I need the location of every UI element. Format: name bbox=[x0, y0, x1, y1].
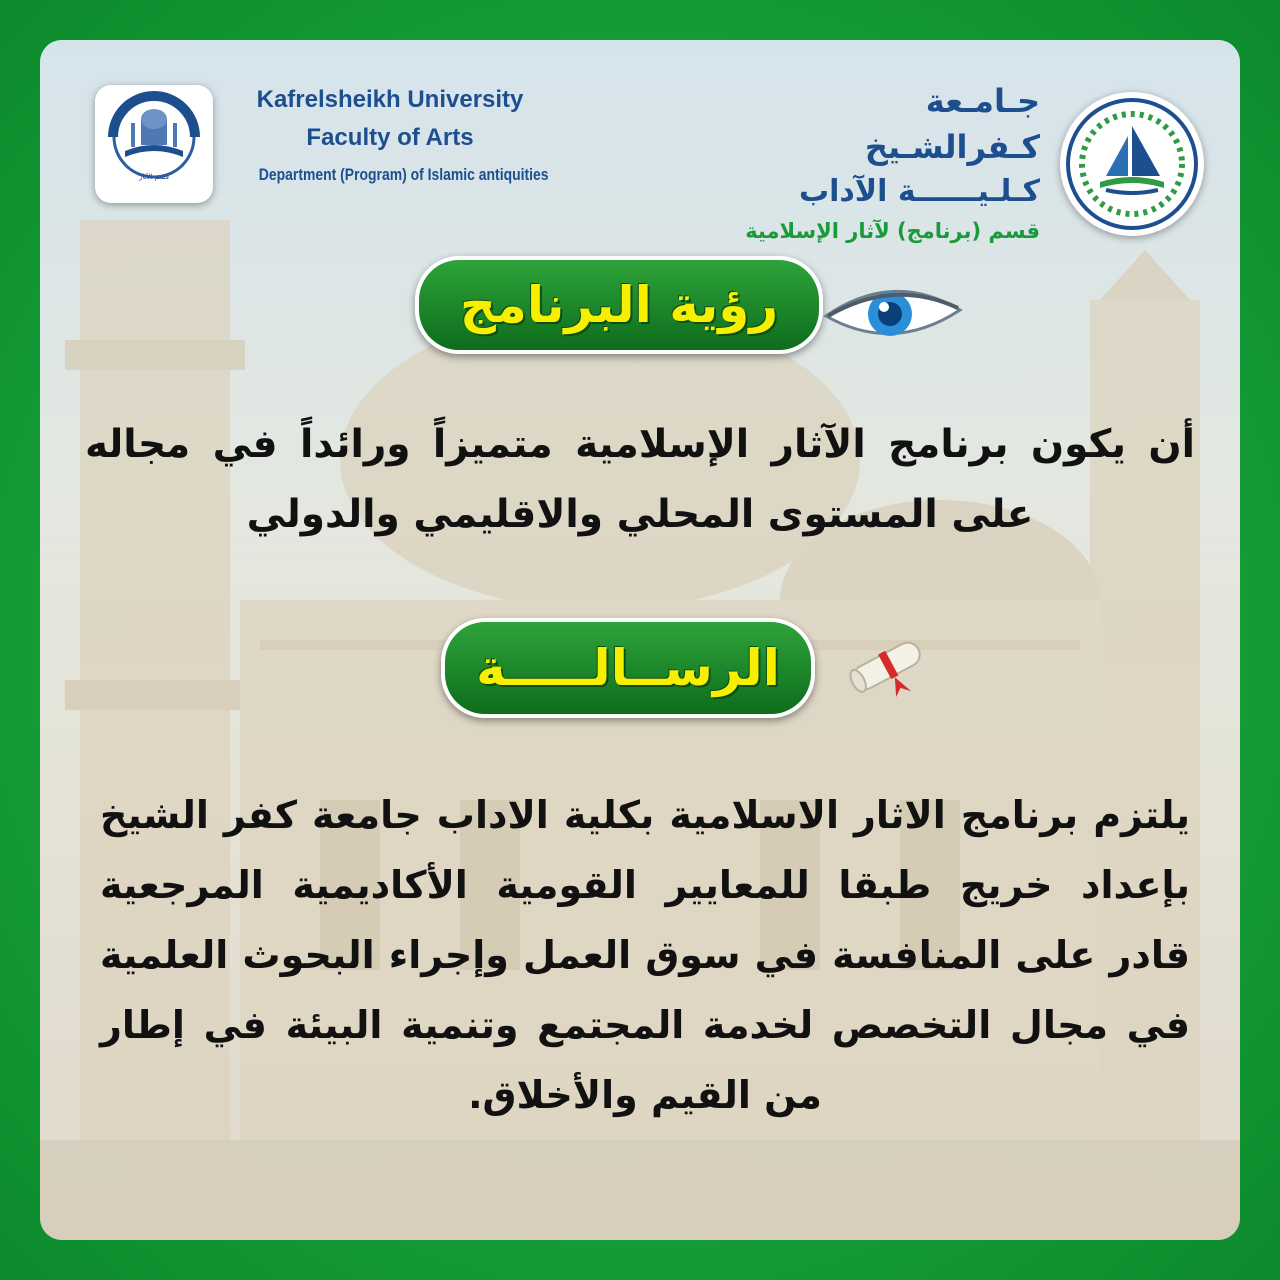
department-name-en: Department (Program) of Islamic antiquities bbox=[258, 165, 549, 184]
mission-title-banner bbox=[441, 618, 815, 718]
vision-statement: أن يكون برنامج الآثار الإسلامية متميزاً ورائداً في مجاله على المستوى المحلي والاقليمي والدولي bbox=[85, 422, 1195, 537]
svg-text:قسم الآثار: قسم الآثار bbox=[139, 173, 169, 181]
archaeology-department-logo bbox=[95, 85, 213, 203]
university-name-ar: جـامـعة كـفرالشـيخ bbox=[864, 82, 1040, 166]
vision-title-banner bbox=[415, 256, 823, 354]
faculty-name-en: Faculty of Arts bbox=[306, 124, 474, 151]
faculty-of-arts-logo bbox=[1060, 92, 1204, 236]
mission-title: الرســالـــــة bbox=[476, 639, 780, 697]
scroll-icon bbox=[840, 624, 932, 706]
arabic-heading bbox=[740, 78, 1040, 248]
eye-icon bbox=[818, 276, 968, 346]
mission-statement: يلتزم برنامج الاثار الاسلامية بكلية الاداب جامعة كفر الشيخ بإعداد خريج طبقا للمعايير القومية الأكاديمية المرجعية قادر على المنافسة في سوق العمل وإجراء البحوث العلمية في مجال التخصص لخدمة المجتمع وتنمية البيئة في إطار من القيم والأخلاق. bbox=[100, 793, 1190, 1117]
english-heading bbox=[230, 84, 550, 190]
header bbox=[40, 40, 1240, 243]
vision-title: رؤية البرنامج bbox=[459, 276, 779, 334]
university-name-en: Kafrelsheikh University bbox=[256, 86, 524, 113]
faculty-name-ar: كـلـيــــــة الآداب bbox=[798, 174, 1040, 209]
poster-panel bbox=[40, 40, 1240, 1240]
department-name-ar: قسم (برنامج) لآثار الإسلامية bbox=[745, 219, 1040, 243]
